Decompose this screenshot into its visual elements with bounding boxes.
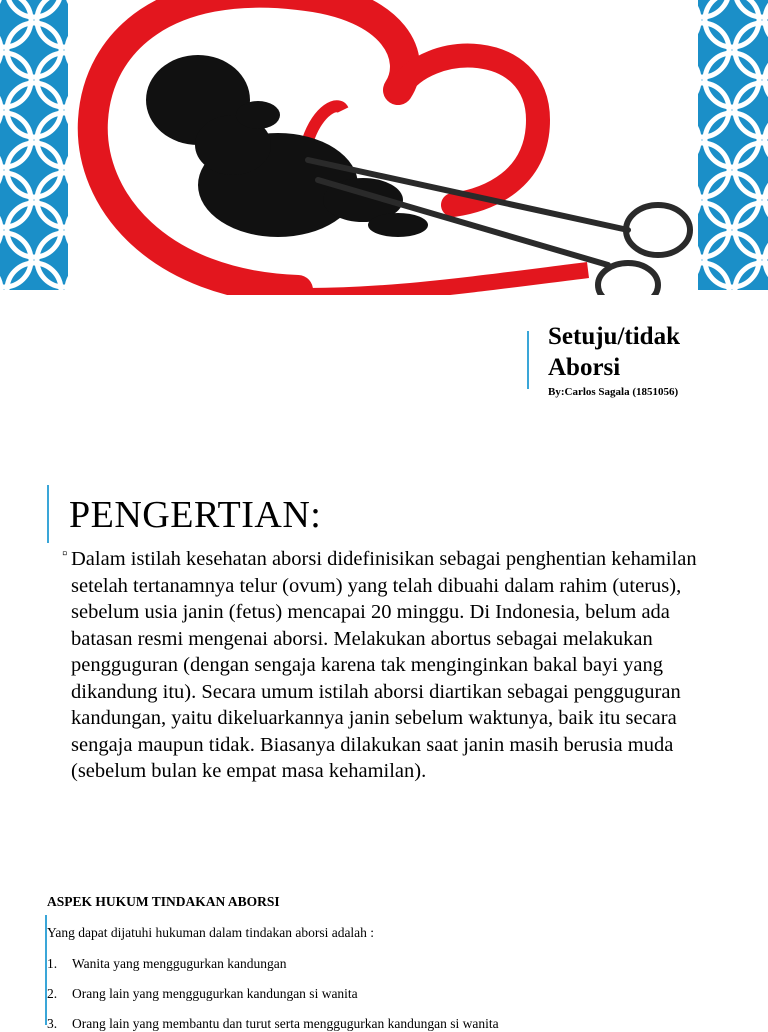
title-accent-line (527, 331, 529, 389)
pengertian-paragraph: Dalam istilah kesehatan aborsi didefinisikan sebagai penghentian kehamilan setelah tertanamnya telur (ovum) yang telah dibuahi dalam rahim (uterus), sebelum usia janin (fetus) mencapai 20 minggu. Di Indonesia, belum ada batasan resmi mengenai aborsi. Melakukan abortus sebagai melakukan pengguguran (dengan sengaja karena tak menginginkan bakal bayi yang dikandung itu). Secara umum istilah aborsi diartikan sebagai pengguguran kandungan, yaitu dikeluarkannya janin sebelum waktunya, baik itu secara sengaja maupun tidak. Biasanya dilakukan saat janin masih berusia muda (sebelum bulan ke empat masa kehamilan). (71, 548, 697, 782)
pengertian-heading: PENGERTIAN: (69, 494, 322, 536)
decorative-pattern-right (698, 0, 768, 290)
list-item (47, 986, 358, 1002)
list-item-text: Orang lain yang menggugurkan kandungan si wanita (72, 986, 358, 1001)
list-item-number: 2. (47, 986, 58, 1001)
fetus-scissors-illustration (68, 0, 698, 295)
aspek-heading: ASPEK HUKUM TINDAKAN ABORSI (47, 894, 280, 909)
list-item (47, 1016, 499, 1032)
section-accent-line (47, 485, 49, 543)
slide-title-line1: Setuju/tidak (548, 323, 680, 350)
slide-title-line2: Aborsi (548, 354, 621, 381)
bullet-marker: ▫ (62, 546, 68, 562)
list-item (47, 956, 286, 972)
list-item-text: Wanita yang menggugurkan kandungan (72, 956, 287, 971)
list-item-number: 3. (47, 1016, 58, 1031)
aspek-intro: Yang dapat dijatuhi hukuman dalam tindakan aborsi adalah : (47, 925, 375, 940)
list-item-text: Orang lain yang membantu dan turut serta menggugurkan kandungan si wanita (72, 1016, 499, 1031)
decorative-pattern-left (0, 0, 68, 290)
slide-title (548, 321, 758, 383)
author-byline: By:Carlos Sagala (1851056) (548, 386, 679, 398)
list-item-number: 1. (47, 956, 58, 971)
title-slide (0, 0, 768, 450)
